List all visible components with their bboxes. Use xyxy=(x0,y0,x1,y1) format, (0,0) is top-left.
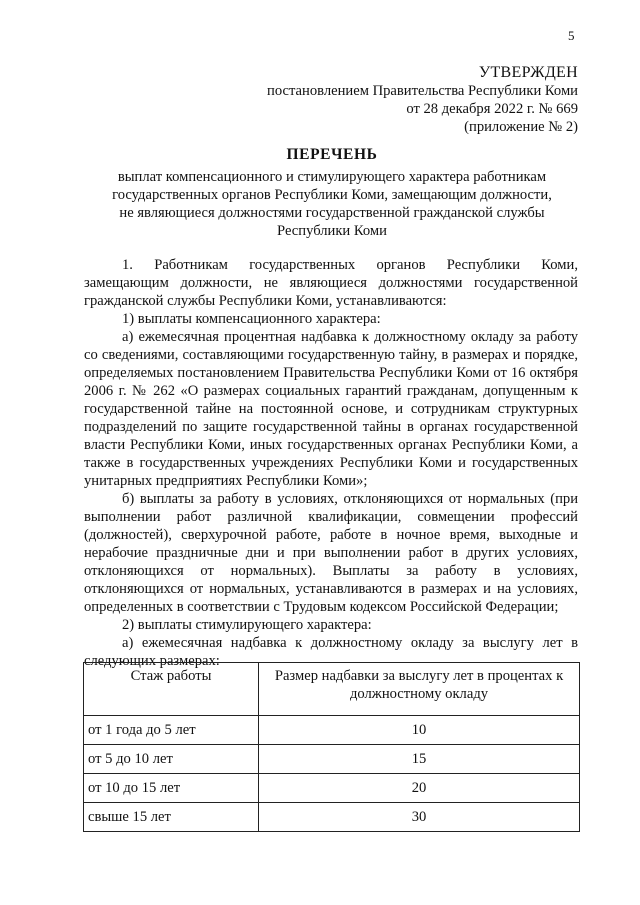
table-cell: 15 xyxy=(259,745,580,774)
paragraph: а) ежемесячная процентная надбавка к должностному окладу за работу со сведениями, составляющими государственную тайну, в размерах и порядке, определяемых постановлением Правительства Республики Коми от 16 октября 2006 г. № 262 «О размерах социальных гарантий гражданам, допущенным к государственной тайне на постоянной основе, и сотрудникам структурных подразделений по защите государственной тайны в органах государственной власти Республики Коми, иных государственных органах Республики Коми, а также в государственных учреждениях Республики Коми и государственных унитарных предприятиях Республики Коми»; xyxy=(84,329,578,489)
table-row xyxy=(84,774,580,803)
paragraph: 2) выплаты стимулирующего характера: xyxy=(122,617,372,633)
table-cell: 20 xyxy=(259,774,580,803)
table-cell: 30 xyxy=(259,803,580,832)
table-cell: от 5 до 10 лет xyxy=(84,745,259,774)
table-header-cell: Стаж работы xyxy=(84,663,259,716)
paragraph: б) выплаты за работу в условиях, отклоняющихся от нормальных (при выполнении работ различной квалификации, совмещении профессий (должностей), сверхурочной работе, работе в ночное время, выходные и нерабочие праздничные дни и при выполнении работ в других условиях, отклоняющихся от нормальных). Выплаты за работу в условиях, отклоняющихся от нормальных, устанавливаются в размерах и на условиях, определенных в соответствии с Трудовым кодексом Российской Федерации; xyxy=(84,491,578,615)
approval-line: от 28 декабря 2022 г. № 669 xyxy=(406,101,578,117)
paragraph: 1) выплаты компенсационного характера: xyxy=(122,311,381,327)
approval-line: (приложение № 2) xyxy=(464,119,578,135)
paragraph: 1. Работникам государственных органов Республики Коми, замещающим должности, не являющиеся должностями государственной гражданской службы Республики Коми, устанавливаются: xyxy=(84,257,578,309)
page-number: 5 xyxy=(568,28,575,43)
title-subline: Республики Коми xyxy=(277,223,387,239)
table-cell: 10 xyxy=(259,716,580,745)
title-subline: выплат компенсационного и стимулирующего характера работникам xyxy=(117,169,547,185)
table-cell: от 10 до 15 лет xyxy=(84,774,259,803)
paragraph: а) ежемесячная надбавка к должностному окладу за выслугу лет в следующих размерах: xyxy=(84,635,578,669)
approval-line: постановлением Правительства Республики Коми xyxy=(267,83,578,99)
title-subline: государственных органов Республики Коми, замещающим должности, xyxy=(112,187,552,203)
title-subline: не являющиеся должностями государственной гражданской службы xyxy=(119,205,545,221)
document-title-block xyxy=(80,146,584,240)
seniority-table xyxy=(83,662,580,832)
table-row xyxy=(84,745,580,774)
table-cell: от 1 года до 5 лет xyxy=(84,716,259,745)
table-header-row xyxy=(84,663,580,716)
table-header-cell: Размер надбавки за выслугу лет в процентах к должностному окладу xyxy=(259,663,580,716)
approval-stamp xyxy=(267,64,578,136)
approval-heading: УТВЕРЖДЕН xyxy=(478,64,578,81)
table-cell: свыше 15 лет xyxy=(84,803,259,832)
table-row xyxy=(84,716,580,745)
document-body xyxy=(84,256,578,670)
document-title: ПЕРЕЧЕНЬ xyxy=(286,146,378,163)
table-row xyxy=(84,803,580,832)
